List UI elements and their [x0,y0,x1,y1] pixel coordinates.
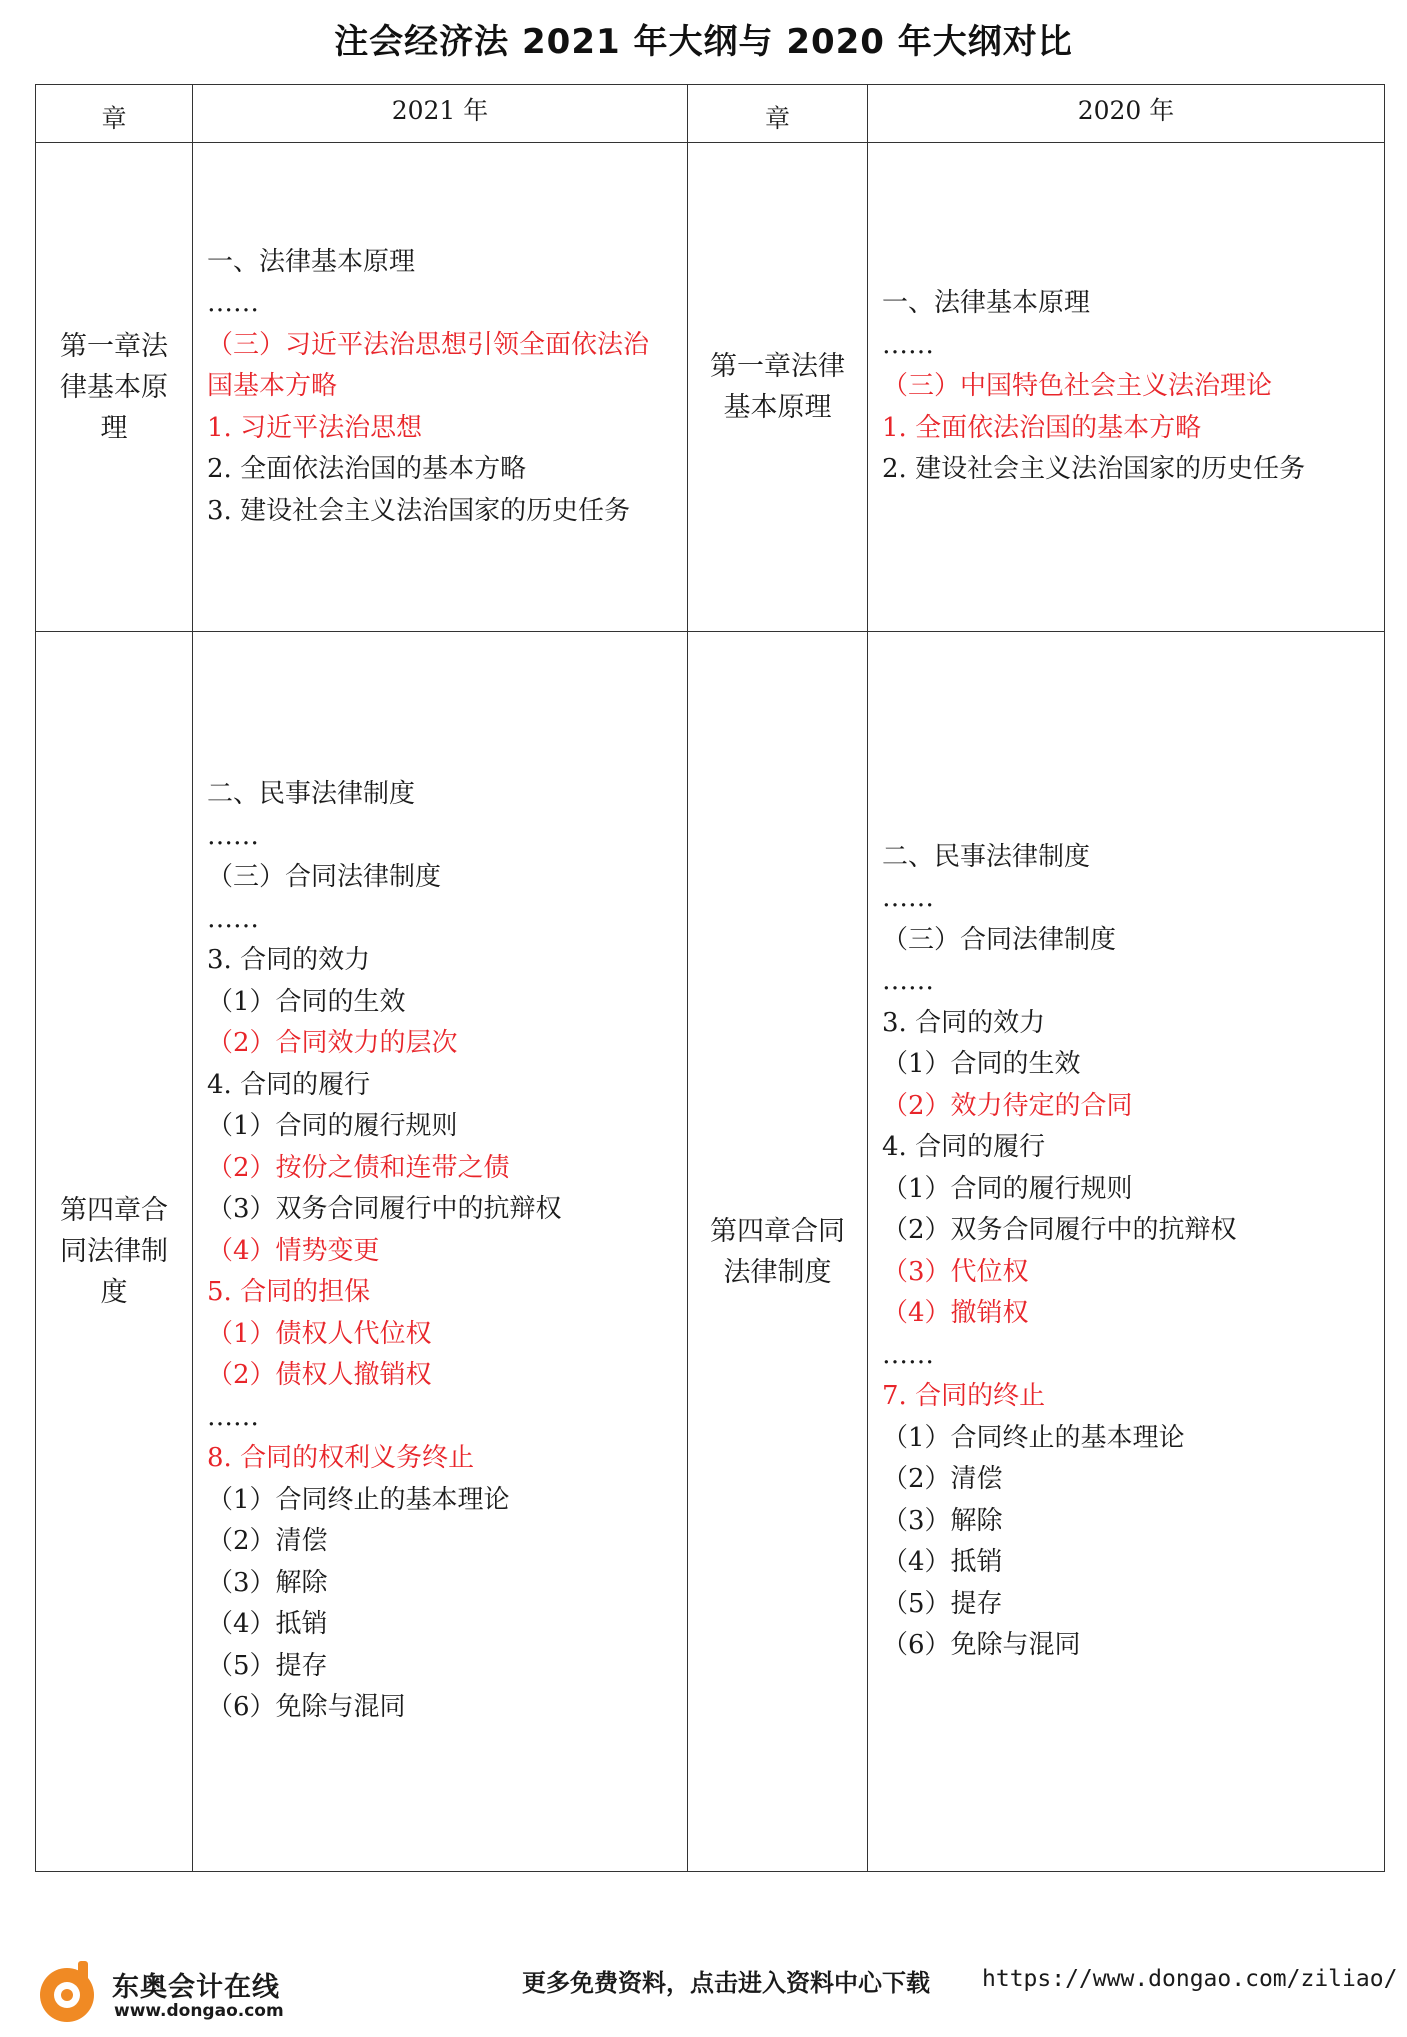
outline-item: （4）抵销 [207,1609,328,1640]
outline-item: （1）合同的生效 [207,986,406,1017]
outline-item: （3）双务合同履行中的抗辩权 [207,1194,562,1225]
outline-item: （1）合同终止的基本理论 [882,1422,1185,1453]
content-list [882,283,1370,491]
outline-item: 二、民事法律制度 [882,841,1091,872]
outline-item: …… [882,883,934,913]
content-cell-2020 [868,143,1385,632]
header-chapter-2020 [688,85,868,143]
table-header-row [36,85,1385,143]
outline-item: （三）合同法律制度 [207,862,442,893]
table-row [36,143,1385,632]
outline-item: 一、法律基本原理 [207,246,416,277]
content-cell-2021 [193,143,688,632]
outline-item: …… [882,329,934,360]
outline-item: （1）合同终止的基本理论 [207,1484,510,1515]
content-cell-2020 [868,632,1385,1872]
outline-item: 2. 建设社会主义法治国家的历史任务 [882,454,1306,485]
outline-item: …… [207,903,259,934]
outline-item: （三）合同法律制度 [882,924,1117,955]
changed-outline-item: （3）代位权 [882,1256,1029,1287]
changed-outline-item: 5. 合同的担保 [207,1277,371,1308]
content-cell-2021 [193,632,688,1872]
changed-outline-item: （2）效力待定的合同 [882,1090,1133,1121]
outline-item: （6）免除与混同 [882,1630,1081,1660]
outline-item: 一、法律基本原理 [882,288,1091,319]
chapter-label: 第一章法律基本原理 [60,330,168,444]
outline-item: （2）清偿 [882,1464,1003,1494]
changed-outline-item: （4）撤销权 [882,1298,1029,1328]
chapter-label: 第一章法律基本原理 [710,351,845,423]
outline-item: （1）合同的履行规则 [207,1111,458,1142]
page-footer [0,1935,1407,2035]
changed-outline-item: 7. 合同的终止 [882,1381,1046,1411]
outline-item: 4. 合同的履行 [882,1132,1046,1162]
outline-item: （1）合同的生效 [882,1049,1081,1079]
header-chapter-2021 [36,85,193,143]
outline-item: （3）解除 [207,1567,328,1598]
chapter-label: 第四章合同法律制度 [60,1195,168,1308]
content-list [207,242,673,533]
header-year-2020-label: 2020 年 [1077,96,1175,125]
outline-item: …… [207,1401,259,1432]
outline-item: （2）清偿 [207,1526,328,1557]
changed-outline-item: （4）情势变更 [207,1235,380,1266]
outline-item: （2）双务合同履行中的抗辩权 [882,1215,1237,1245]
outline-comparison-table [35,84,1385,1872]
outline-item: （5）提存 [207,1650,328,1681]
outline-item: （5）提存 [882,1588,1003,1619]
changed-outline-item: （2）按份之债和连带之债 [207,1152,510,1183]
outline-item: （6）免除与混同 [207,1692,406,1723]
chapter-cell-2020 [688,143,868,632]
header-chapter-2021-label: 章 [101,104,127,133]
changed-outline-item: （三）习近平法治思想引领全面依法治国基本方略 [207,329,650,402]
header-year-2021 [193,85,688,143]
outline-item: （3）解除 [882,1505,1003,1536]
chapter-label: 第四章合同法律制度 [710,1215,845,1288]
header-year-2021-label: 2021 年 [391,96,489,125]
brand-name[interactable]: 东奥会计在线 [112,1972,280,2003]
header-chapter-2020-label: 章 [764,104,790,133]
chapter-cell-2021 [36,632,193,1872]
header-year-2020 [868,85,1385,143]
content-list [882,837,1370,1667]
outline-item: （1）合同的履行规则 [882,1173,1133,1204]
changed-outline-item: 8. 合同的权利义务终止 [207,1443,475,1474]
footer-download-link[interactable]: https://www.dongao.com/ziliao/ [982,1966,1398,1992]
outline-item: 二、民事法律制度 [207,779,416,810]
outline-item: …… [207,820,259,851]
brand-url[interactable]: www.dongao.com [114,2001,284,2021]
changed-outline-item: 1. 全面依法治国的基本方略 [882,412,1202,443]
table-row [36,632,1385,1872]
outline-item: …… [882,966,934,996]
changed-outline-item: 1. 习近平法治思想 [207,412,423,443]
outline-item: 3. 合同的效力 [207,945,371,976]
changed-outline-item: （1）债权人代位权 [207,1318,432,1349]
page-title: 注会经济法 2021 年大纲与 2020 年大纲对比 [334,22,1073,62]
changed-outline-item: （2）合同效力的层次 [207,1028,458,1059]
content-list [207,774,673,1729]
outline-item: …… [207,288,259,319]
changed-outline-item: （2）债权人撤销权 [207,1360,432,1391]
chapter-cell-2021 [36,143,193,632]
outline-item: 3. 建设社会主义法治国家的历史任务 [207,495,631,526]
chapter-cell-2020 [688,632,868,1872]
changed-outline-item: （三）中国特色社会主义法治理论 [882,371,1273,402]
outline-item: 2. 全面依法治国的基本方略 [207,454,527,485]
footer-download-note[interactable]: 更多免费资料，点击进入资料中心下载 [522,1969,930,1997]
outline-item: 3. 合同的效力 [882,1007,1046,1038]
outline-item: （4）抵销 [882,1547,1003,1577]
outline-item: 4. 合同的履行 [207,1069,371,1100]
outline-item: …… [882,1339,934,1370]
dongao-logo-icon[interactable] [34,1957,104,2027]
